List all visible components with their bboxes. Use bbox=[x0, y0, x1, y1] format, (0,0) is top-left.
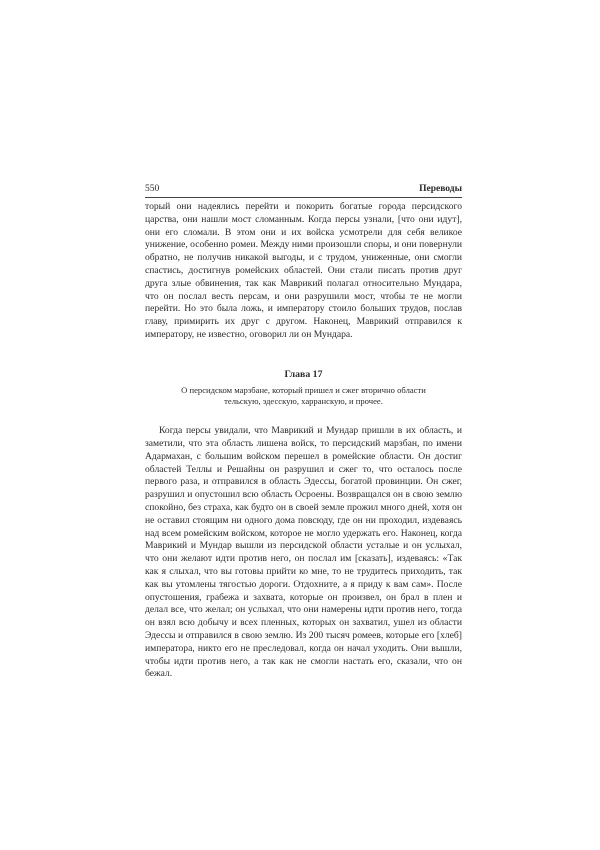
page-number: 550 bbox=[145, 184, 160, 194]
opening-paragraph: торый они надеялись перейти и покорить богатые города персидского царства, они нашли мост сломанным. Когда персы узнали, [что они идут], они его сломали. В этом они и их войска усмотрели для себя великое унижение, особенно ромеи. Между ними произошли споры, и они повернули обратно, не получив никакой выгоды, и с трудом, униженные, они смогли спастись, достигнув ромейских областей. Они стали писать против друг друга злые обвинения, так как Маврикий полагал относительно Мундара, что он послал весть персам, и они разрушили мост, чтобы те не могли перейти. Но это была ложь, и императору стоило больших трудов, послав главу, примирить их друг с другом. Наконец, Маврикий отправился к императору, не известно, оговорил ли он Мундара. bbox=[145, 201, 462, 340]
running-header bbox=[145, 183, 462, 198]
chapter-body-paragraph: Когда персы увидали, что Маврикий и Мундар пришли в их область, и заметили, что эта область лишена войск, то персидский марзбан, по имени Адармахан, с большим войском перешел в ромейские области. Он достиг областей Теллы и Решайны он разрушил и сжег то, что осталось после первого раза, и отправился в область Эдессы, богатой провинции. Он сжег, разрушил и опустошил всю область Осроены. Возвращался он в свою землю спокойно, без страха, как будто он в своей земле прожил много дней, хотя он не оставил стоящим ни одного дома повсюду, где он ни проходил, издеваясь над всем ромейским войском, которое не могло удержать его. Наконец, когда Маврикий и Мундар вышли из персидской области усталые и он услыхал, что они желают идти против него, он послал им [сказать], издеваясь: «Так как я слыхал, что вы готовы прийти ко мне, то не трудитесь приходить, так как вы утомлены тягостью дороги. Отдохните, а я приду к вам сам». После опустошения, грабежа и захвата, которые он произвел, он брал в плен и делал все, что желал; он услыхал, что они намерены идти против него, тогда он взял всю добычу и всех пленных, которых он захватил, ушел из области Эдессы и отправился в свою землю. Из 200 тысяч ромеев, которые его [хлеб] императора, никто его не преследовал, когда он начал уходить. Они вышли, чтобы идти против него, а так как не смогли настать его, сказали, что он бежал. bbox=[145, 425, 462, 680]
section-title: Переводы bbox=[419, 184, 462, 194]
chapter-title: Глава 17 bbox=[284, 368, 323, 380]
chapter-subtitle: О персидском марзбане, который пришел и сжег вторично области тельскую, эдесскую, харранскую, и прочее. bbox=[181, 384, 426, 406]
book-page bbox=[145, 183, 462, 681]
